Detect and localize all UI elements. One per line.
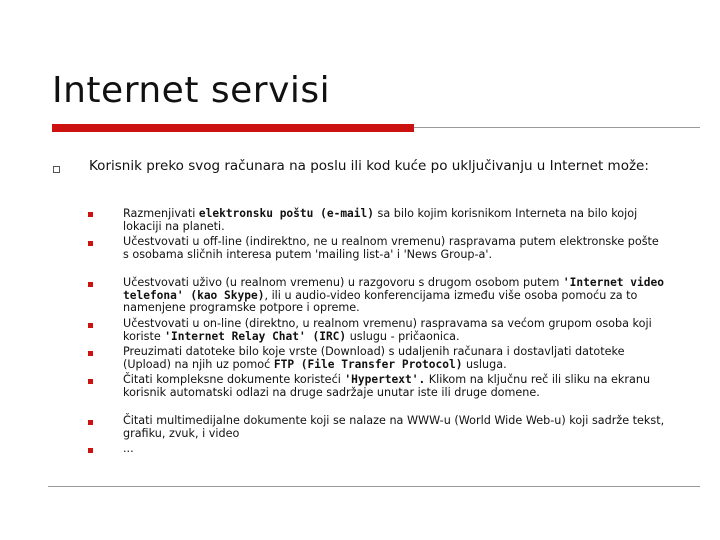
list-item-text: Čitati multimedijalne dokumente koji se nalaze na WWW-u (World Wide Web-u) koji sadrže tekst, grafiku, zvuk, i video [123,414,665,440]
list-item-text: Preuzimati datoteke bilo koje vrste (Download) s udaljenih računara i dostavljati datoteke (Upload) na njih uz pomoć [123,345,625,371]
list-item [123,374,668,399]
list-item [123,415,668,440]
list-item-text: ... [123,442,134,455]
title-accent-bar [52,124,414,132]
red-square-bullet-icon [88,282,93,287]
list-item-text: Učestvovati u on-line (direktno, u realnom vremenu) raspravama sa većom grupom osoba koji koriste [123,317,652,343]
title-rule [414,127,700,128]
list-item-text: usluga. [462,357,507,371]
list-item [123,318,668,343]
list-item-bold: 'Hypertext'. [344,373,426,386]
list-item [123,346,668,371]
red-square-bullet-icon [88,420,93,425]
list-item [123,208,668,233]
list-item [123,236,668,261]
list-item-text: sa bilo kojim korisnikom Interneta na bilo kojoj lokaciji na planeti. [123,207,638,233]
red-square-bullet-icon [88,241,93,246]
list-item-text: , ili u audio-video konferencijama između više osoba pomoću za to namenjene programske potpore i opreme. [123,288,638,314]
list-item [123,443,668,456]
list-item [123,277,668,315]
red-square-bullet-icon [88,448,93,453]
list-item-text: Učestvovati uživo (u realnom vremenu) u razgovoru s drugom osobom putem [123,276,563,289]
list-item-text: Klikom na ključnu reč ili sliku na ekranu korisnik automatski odlazi na druge sadržaje unutar iste ili druge domene. [123,373,651,399]
list-item-bold: elektronsku poštu (e-mail) [198,207,374,220]
intro-text: Korisnik preko svog računara na poslu ili kod kuće po uključivanju u Internet može: [89,158,649,174]
red-square-bullet-icon [88,212,93,217]
list-item-bold: 'Internet video telefona' (kao Skype) [123,276,664,302]
red-square-bullet-icon [88,351,93,356]
footer-rule [48,486,700,487]
list-item-text: Razmenjivati [123,207,199,220]
list-item-text: Učestvovati u off-line (indirektno, ne u realnom vremenu) raspravama putem elektronske pošte s osobama sličnih interesa putem 'mailing list-a' i 'News Group-a'. [123,235,659,261]
list-item-text: Čitati kompleksne dokumente koristeći [123,373,345,386]
list-item-bold: FTP (File Transfer Protocol) [273,357,463,371]
red-square-bullet-icon [88,323,93,328]
slide-title: Internet servisi [52,70,331,111]
list-item-text: uslugu - pričaonica. [346,329,460,343]
red-square-bullet-icon [88,379,93,384]
hollow-square-bullet-icon [53,166,60,173]
list-item-bold: 'Internet Relay Chat' (IRC) [164,329,347,343]
